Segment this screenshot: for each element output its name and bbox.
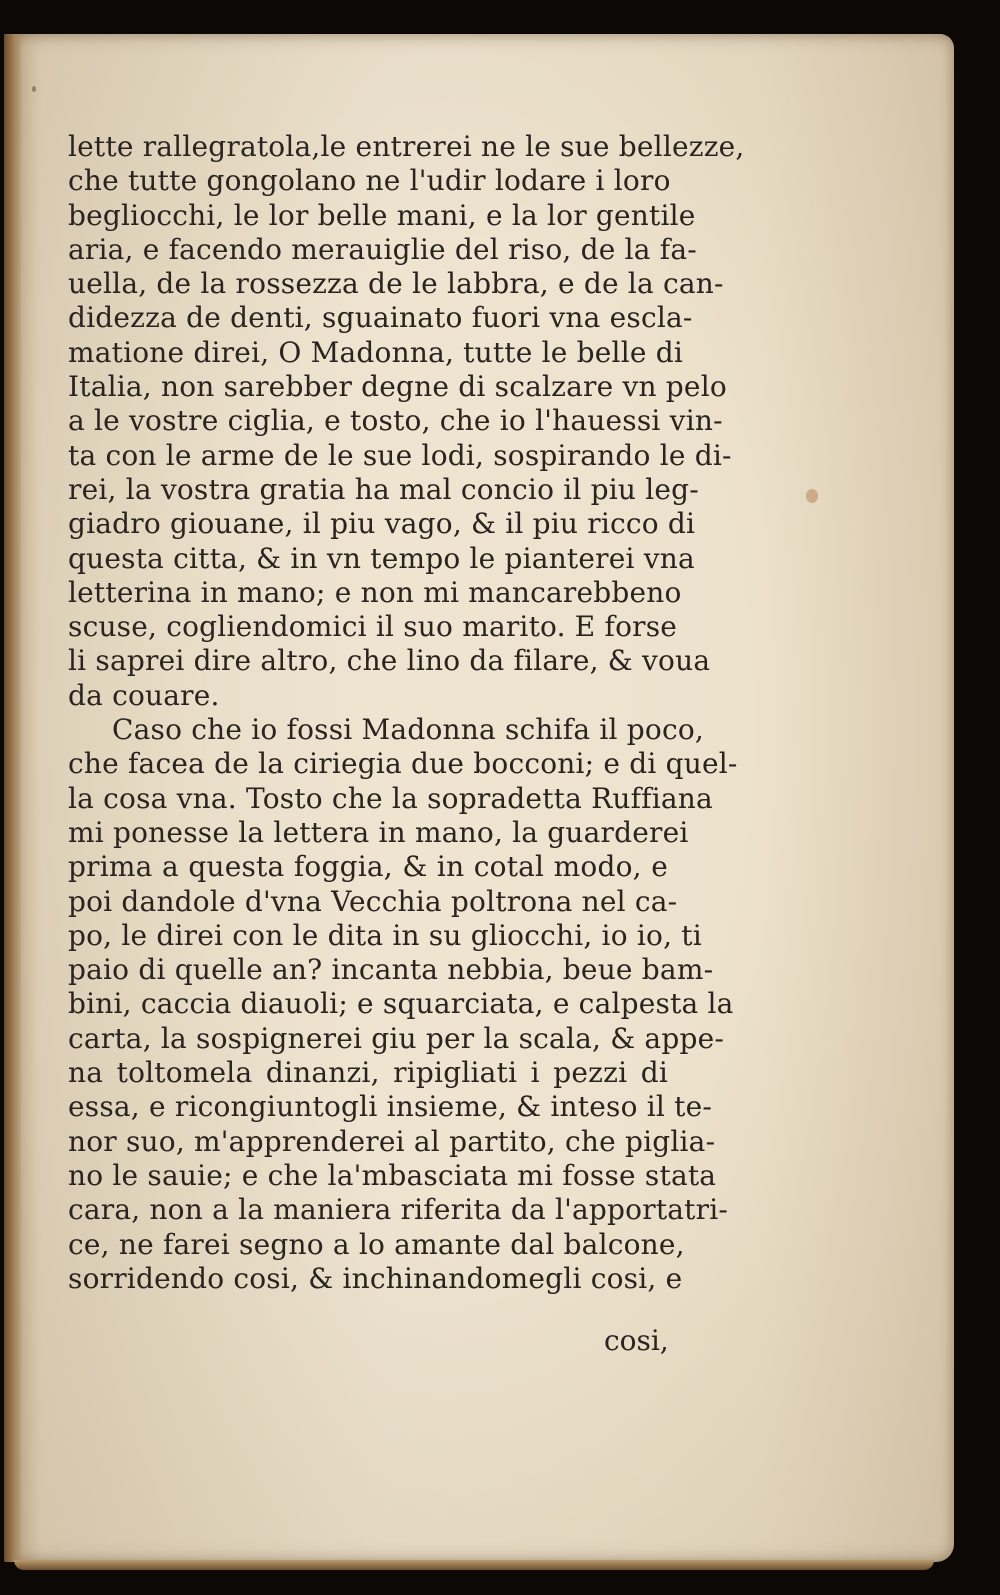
text-line: ta con le arme de le sue lodi, sospirando le di- <box>68 438 732 472</box>
text-line: na toltomela dinanzi, ripigliati i pezzi di <box>68 1056 668 1090</box>
text-line: a le vostre ciglia, e tosto, che io l'hauessi vin- <box>68 404 723 438</box>
text-line: mi ponesse la lettera in mano, la guarderei <box>68 815 689 849</box>
text-line: begliocchi, le lor belle mani, e la lor gentile <box>68 198 696 232</box>
text-line: scuse, cogliendomici il suo marito. E forse <box>68 610 678 644</box>
foxing-spot <box>32 86 36 92</box>
text-line: Italia, non sarebber degne di scalzare vn pelo <box>68 370 727 404</box>
text-line: aria, e facendo merauiglie del riso, de la fa- <box>68 232 697 266</box>
text-line: la cosa vna. Tosto che la sopradetta Ruffiana <box>68 781 713 815</box>
book-page <box>4 34 954 1562</box>
text-line: da couare. <box>68 678 220 712</box>
text-line: uella, de la rossezza de le labbra, e de la can- <box>68 267 724 301</box>
text-line: nor suo, m'apprenderei al partito, che piglia- <box>68 1124 716 1158</box>
page-bottom-edge <box>14 1560 934 1570</box>
text-line: giadro giouane, il piu vago, & il piu ricco di <box>68 507 696 541</box>
body-text <box>68 130 745 1296</box>
text-line: ce, ne farei segno a lo amante dal balcone, <box>68 1227 685 1261</box>
text-line: cara, non a la maniera riferita da l'apportatri- <box>68 1193 729 1227</box>
text-line: prima a questa foggia, & in cotal modo, e <box>68 850 668 884</box>
text-line: bini, caccia diauoli; e squarciata, e calpesta la <box>68 987 734 1021</box>
text-line: lette rallegratola,le entrerei ne le sue bellezze, <box>68 130 745 163</box>
text-line: matione direi, O Madonna, tutte le belle di <box>68 335 684 369</box>
text-line: didezza de denti, sguainato fuori vna escla- <box>68 301 693 335</box>
text-line: questa citta, & in vn tempo le pianterei vna <box>68 541 695 575</box>
text-line: poi dandole d'vna Vecchia poltrona nel ca- <box>68 884 678 918</box>
text-line: che facea de la ciriegia due bocconi; e di quel- <box>68 747 738 781</box>
text-line: che tutte gongolano ne l'udir lodare i loro <box>68 164 671 198</box>
text-line: letterina in mano; e non mi mancarebbeno <box>68 575 682 609</box>
text-line: paio di quelle an? incanta nebbia, beue bam- <box>68 953 714 987</box>
text-line: li saprei dire altro, che lino da filare, & voua <box>68 644 711 678</box>
text-line: sorridendo cosi, & inchinandomegli cosi, e <box>68 1261 683 1295</box>
text-line: Caso che io fossi Madonna schifa il poco, <box>112 713 704 747</box>
text-line: essa, e ricongiuntogli insieme, & inteso il te- <box>68 1090 713 1124</box>
catchword: cosi, <box>604 1324 669 1357</box>
text-line: no le sauie; e che la'mbasciata mi fosse stata <box>68 1158 717 1192</box>
book-spine-shadow <box>4 34 22 1562</box>
text-line: po, le direi con le dita in su gliocchi, io io, ti <box>68 918 702 952</box>
text-line: carta, la sospignerei giu per la scala, & appe- <box>68 1021 724 1055</box>
text-line: rei, la vostra gratia ha mal concio il piu leg- <box>68 472 699 506</box>
foxing-spot <box>806 489 818 503</box>
